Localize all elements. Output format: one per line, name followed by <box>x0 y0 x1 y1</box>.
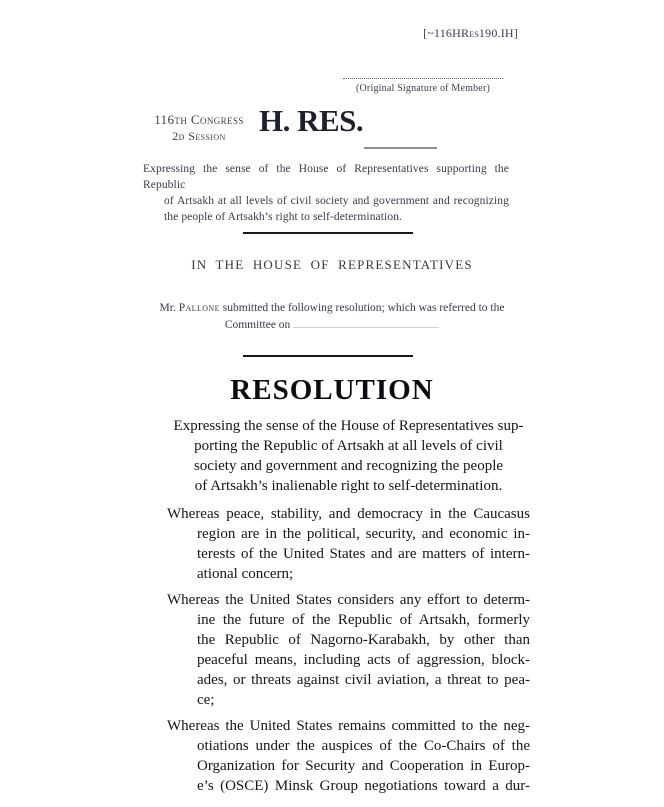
text-line: Whereas peace, stability, and democracy in the Caucasus <box>167 506 530 522</box>
text-line: Expressing the sense of the House of Representatives supporting the Republic <box>143 163 509 191</box>
divider-rule-bottom <box>243 355 413 357</box>
text-line: terests of the United States and are matters of intern- <box>197 546 530 562</box>
bill-number: H. RES. <box>259 103 364 138</box>
congress-label: 116th Congress <box>154 112 244 127</box>
submitted-line <box>123 300 541 316</box>
text-line: ce; <box>197 692 215 708</box>
text-line: peaceful means, including acts of aggression, block- <box>197 652 530 668</box>
session-label: 2d Session <box>172 129 226 143</box>
sponsor-prefix: Mr. <box>159 302 179 314</box>
text-line: of Artsakh’s inalienable right to self-determination. <box>194 478 503 494</box>
text-line: e’s (OSCE) Minsk Group negotiations toward a dur- <box>197 778 530 794</box>
signature-line <box>343 78 503 79</box>
committee-prefix: Committee on <box>224 319 294 331</box>
sponsor-name: Pallone <box>178 302 220 314</box>
text-line: porting the Republic of Artsakh at all levels of civil <box>194 438 503 454</box>
submitted-text: submitted the following resolution; which was referred to the <box>219 302 505 314</box>
divider-rule-top <box>243 232 413 234</box>
whereas-clause <box>167 504 530 584</box>
signature-caption: (Original Signature of Member) <box>355 83 491 94</box>
text-line: Whereas the United States remains committed to the neg- <box>167 718 530 734</box>
bill-header <box>0 100 664 158</box>
text-line: Organization for Security and Cooperation in Europ- <box>197 758 530 774</box>
text-line: otiations under the auspices of the Co-Chairs of the <box>197 738 530 754</box>
whereas-section <box>167 504 530 802</box>
doc-stamp: [~116HRes190.IH] <box>423 26 518 40</box>
congress-session-block <box>146 112 252 144</box>
whereas-clause <box>167 590 530 710</box>
bill-number-blank <box>364 147 437 149</box>
text-line: region are in the political, security, and economic in- <box>197 526 530 542</box>
text-line: Whereas the United States considers any effort to determ- <box>167 592 530 608</box>
signature-block <box>338 78 508 94</box>
text-line: Expressing the sense of the House of Representatives sup- <box>173 418 524 434</box>
text-line: the Republic of Nagorno-Karabakh, by other than <box>197 632 530 648</box>
text-line: ational concern; <box>197 566 294 582</box>
action-line <box>123 300 541 333</box>
text-line: ine the future of the Republic of Artsakh, formerly <box>197 612 530 628</box>
text-line: society and government and recognizing the people <box>193 458 504 474</box>
text-line: the people of Artsakh’s right to self-determination. <box>164 211 403 223</box>
committee-line <box>123 316 541 333</box>
official-title <box>143 161 509 225</box>
text-line: of Artsakh at all levels of civil society and government and recognizing <box>164 195 509 207</box>
resolution-preamble <box>167 416 530 496</box>
chamber-heading: IN THE HOUSE OF REPRESENTATIVES <box>191 257 473 272</box>
whereas-clause <box>167 716 530 796</box>
text-line: ades, or threats against civil aviation, a threat to pea- <box>197 672 530 688</box>
committee-blank-line <box>293 316 439 328</box>
resolution-title: RESOLUTION <box>230 374 434 406</box>
